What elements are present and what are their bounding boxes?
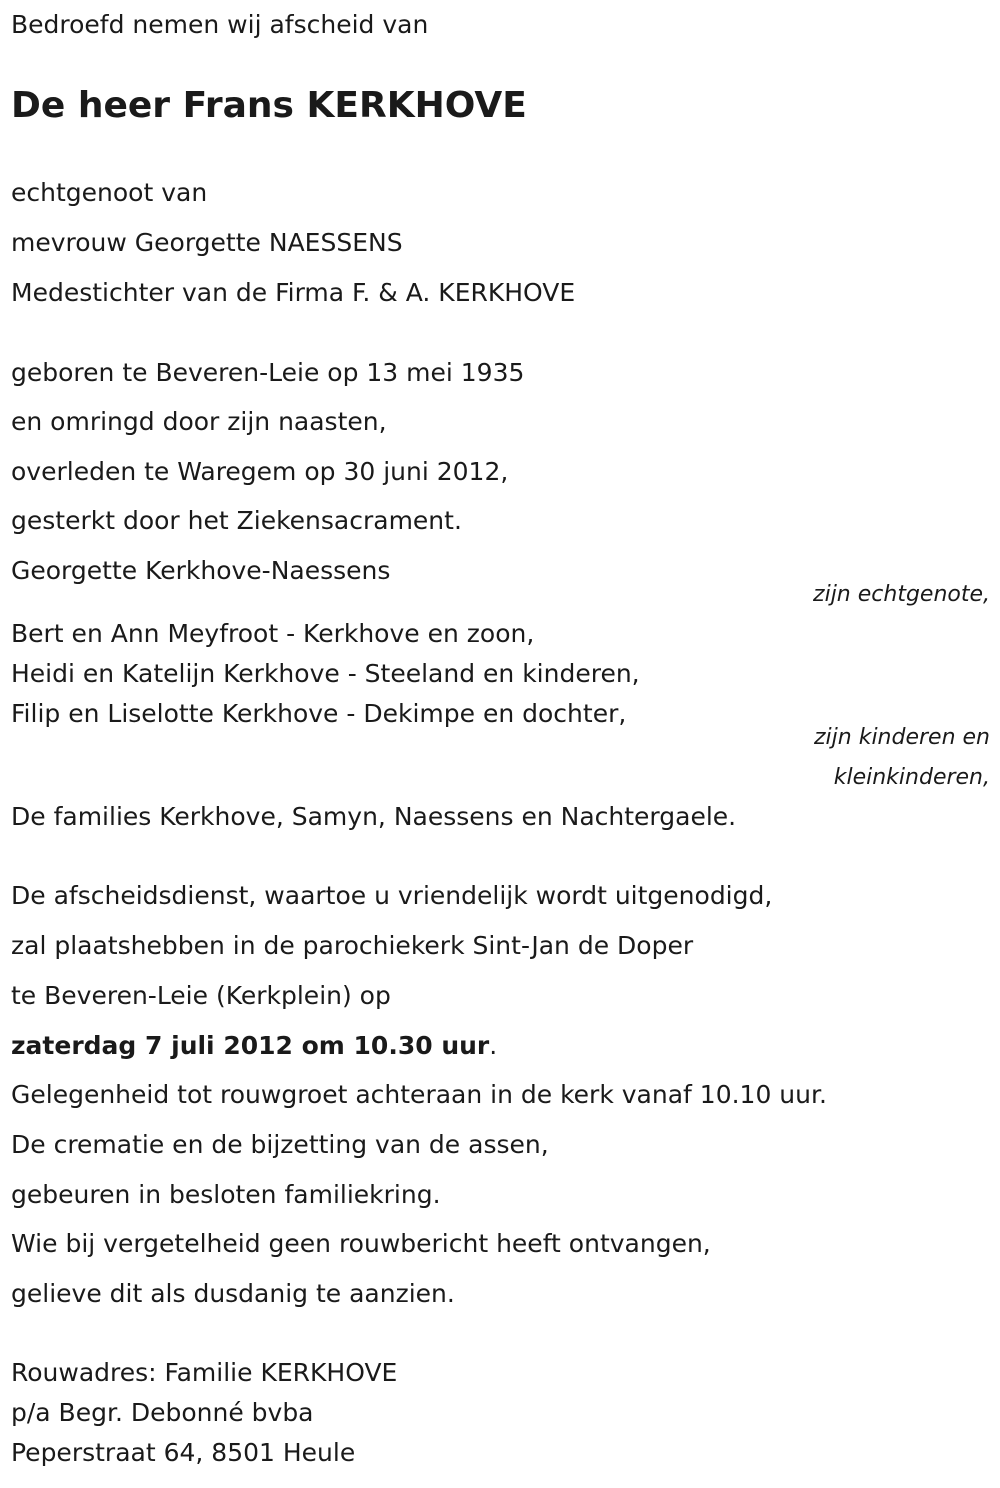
service-line-2: zal plaatshebben in de parochiekerk Sint-Jan de Doper — [11, 931, 694, 960]
sacrament-text: gesterkt door het Ziekensacrament. — [11, 506, 462, 535]
intro-text: Bedroefd nemen wij afscheid van — [11, 10, 429, 39]
company-note: Medestichter van de Firma F. & A. KERKHOVE — [11, 278, 576, 307]
service-line-1: De afscheidsdienst, waartoe u vriendelijk wordt uitgenodigd, — [11, 881, 773, 910]
surrounded-text: en omringd door zijn naasten, — [11, 407, 387, 436]
service-date — [11, 1031, 497, 1061]
spouse-relation: zijn echtgenote, — [813, 582, 990, 607]
child-line: Filip en Liselotte Kerkhove - Dekimpe en dochter, — [11, 699, 627, 728]
spouse-name: mevrouw Georgette NAESSENS — [11, 228, 403, 257]
service-date-bold: zaterdag 7 juli 2012 om 10.30 uur — [11, 1031, 490, 1060]
address-line-1: Rouwadres: Familie KERKHOVE — [11, 1358, 398, 1387]
mourner-spouse: Georgette Kerkhove-Naessens — [11, 556, 391, 585]
address-line-2: p/a Begr. Debonné bvba — [11, 1398, 314, 1427]
service-line-7: gebeuren in besloten familiekring. — [11, 1180, 441, 1209]
children-relation-2: kleinkinderen, — [833, 765, 990, 790]
died-text: overleden te Waregem op 30 juni 2012, — [11, 457, 509, 486]
child-line: Bert en Ann Meyfroot - Kerkhove en zoon, — [11, 619, 535, 648]
service-line-8: Wie bij vergetelheid geen rouwbericht heeft ontvangen, — [11, 1229, 711, 1258]
spouse-of-label: echtgenoot van — [11, 178, 208, 207]
service-date-suffix: . — [489, 1031, 498, 1060]
child-line: Heidi en Katelijn Kerkhove - Steeland en kinderen, — [11, 659, 640, 688]
service-line-5: Gelegenheid tot rouwgroet achteraan in de kerk vanaf 10.10 uur. — [11, 1080, 827, 1109]
born-text: geboren te Beveren-Leie op 13 mei 1935 — [11, 358, 525, 387]
children-relation-1: zijn kinderen en — [814, 725, 990, 750]
address-line-3: Peperstraat 64, 8501 Heule — [11, 1438, 356, 1467]
service-line-3: te Beveren-Leie (Kerkplein) op — [11, 981, 391, 1010]
families-text: De families Kerkhove, Samyn, Naessens en Nachtergaele. — [11, 802, 737, 831]
service-line-6: De crematie en de bijzetting van de assen, — [11, 1130, 549, 1159]
deceased-name: De heer Frans KERKHOVE — [11, 85, 527, 126]
service-line-9: gelieve dit als dusdanig te aanzien. — [11, 1279, 455, 1308]
